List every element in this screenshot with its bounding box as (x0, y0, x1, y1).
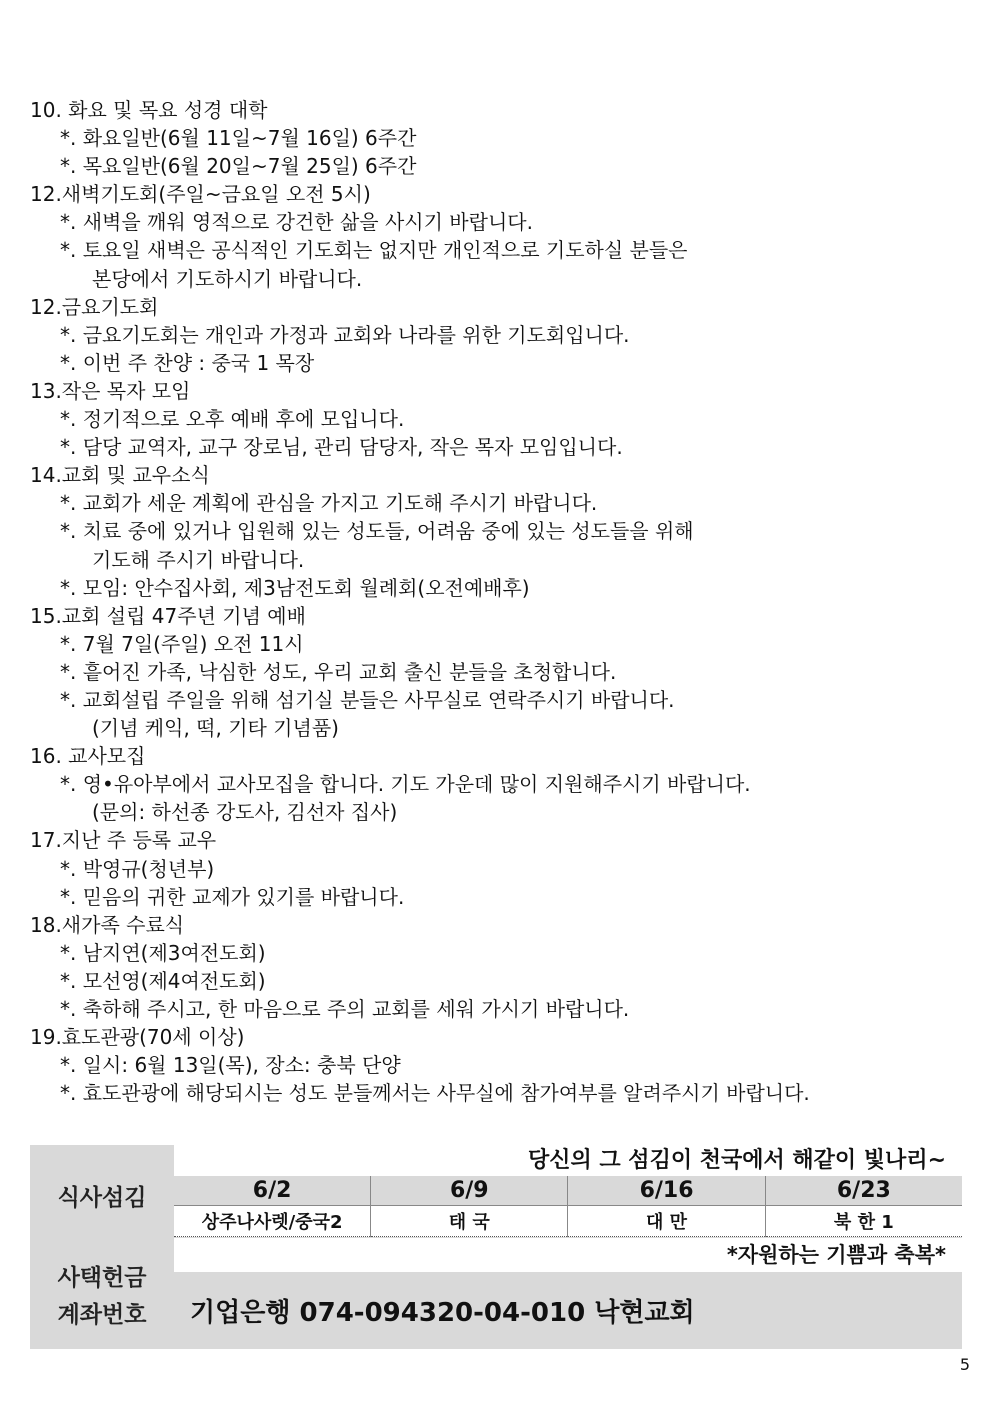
bullet-item: *. 화요일반(6월 11일~7월 16일) 6주간 (60, 126, 417, 151)
meal-service-label: 식사섬김 (57, 1185, 147, 1211)
bullet-item: *. 목요일반(6월 20일~7월 25일) 6주간 (60, 154, 417, 179)
group-cell: 북 한 1 (765, 1206, 962, 1237)
group-cell: 대 만 (568, 1206, 765, 1237)
bullet-item: *. 정기적으로 오후 예배 후에 모입니다. (60, 407, 405, 432)
continuation-line: 기도해 주시기 바랍니다. (92, 547, 305, 572)
bullet-item: *. 담당 교역자, 교구 장로님, 관리 담당자, 작은 목자 모임입니다. (60, 435, 623, 460)
date-cell: 6/16 (568, 1176, 765, 1206)
bullet-item: *. 교회설립 주일을 위해 섬기실 분들은 사무실로 연락주시기 바랍니다. (60, 687, 675, 712)
section-heading: 12.금요기도회 (30, 294, 159, 319)
bullet-item: *. 축하해 주시고, 한 마음으로 주의 교회를 세워 가시기 바랍니다. (60, 997, 630, 1021)
bullet-item: *. 치료 중에 있거나 입원해 있는 성도들, 어려움 중에 있는 성도들을 위해 (60, 519, 694, 544)
date-cell: 6/2 (174, 1176, 371, 1206)
bullet-item: *. 남지연(제3여전도회) (60, 940, 266, 965)
section-heading: 18.새가족 수료식 (30, 912, 185, 937)
continuation-line: (기념 케익, 떡, 기타 기념품) (92, 716, 339, 741)
date-cell: 6/23 (765, 1176, 962, 1206)
bullet-item: *. 금요기도회는 개인과 가정과 교회와 나라를 위한 기도회입니다. (60, 322, 630, 347)
bullet-item: *. 흩어진 가족, 낙심한 성도, 우리 교회 출신 분들을 초청합니다. (60, 659, 617, 684)
bullet-item: *. 모선영(제4여전도회) (60, 968, 266, 993)
group-cell: 상주나사렛/중국2 (174, 1206, 371, 1237)
section-heading: 17.지난 주 등록 교우 (30, 828, 217, 853)
section-heading: 14.교회 및 교우소식 (30, 463, 210, 488)
blessing-bar (174, 1238, 962, 1272)
tagline: 당신의 그 섬김이 천국에서 해같이 빛나리~ (527, 1148, 946, 1173)
section-heading: 10. 화요 및 목요 성경 대학 (30, 98, 268, 122)
bullet-item: *. 모임: 안수집사회, 제3남전도회 월례회(오전예배후) (60, 575, 530, 600)
section-heading: 19.효도관광(70세 이상) (30, 1025, 245, 1050)
notice-box (30, 1145, 962, 1349)
section-heading: 12.새벽기도회(주일~금요일 오전 5시) (30, 182, 371, 207)
section-heading: 15.교회 설립 47주년 기념 예배 (30, 603, 306, 628)
meal-schedule-table (174, 1176, 962, 1237)
tagline-bar (174, 1145, 962, 1176)
bullet-item: *. 7월 7일(주일) 오전 11시 (60, 631, 304, 656)
bullet-item: *. 박영규(청년부) (60, 856, 215, 881)
group-cell: 태 국 (371, 1206, 568, 1237)
section-heading: 16. 교사모집 (30, 744, 146, 769)
date-cell: 6/9 (371, 1176, 568, 1206)
announcement-list (30, 96, 960, 1107)
bullet-item: *. 토요일 새벽은 공식적인 기도회는 없지만 개인적으로 기도하실 분들은 (60, 238, 688, 263)
page-number: 5 (959, 1355, 970, 1374)
offering-label: 사택헌금 (57, 1265, 147, 1291)
account-number: 기업은행 074-094320-04-010 낙현교회 (190, 1298, 695, 1328)
bullet-item: *. 새벽을 깨워 영적으로 강건한 삶을 사시기 바랍니다. (60, 210, 533, 235)
bullet-item: *. 영•유아부에서 교사모집을 합니다. 기도 가운데 많이 지원해주시기 바랍니다. (60, 772, 751, 797)
blessing-text: *자원하는 기쁨과 축복* (726, 1243, 946, 1267)
bullet-item: *. 이번 주 찬양 : 중국 1 목장 (60, 350, 315, 375)
continuation-line: (문의: 하선종 강도사, 김선자 집사) (92, 800, 398, 825)
bullet-item: *. 교회가 세운 계획에 관심을 가지고 기도해 주시기 바랍니다. (60, 491, 598, 516)
continuation-line: 본당에서 기도하시기 바랍니다. (92, 266, 363, 291)
bullet-item: *. 믿음의 귀한 교제가 있기를 바랍니다. (60, 884, 405, 909)
section-heading: 13.작은 목자 모임 (30, 378, 191, 403)
bullet-item: *. 일시: 6월 13일(목), 장소: 충북 단양 (60, 1053, 401, 1078)
bullet-item: *. 효도관광에 해당되시는 성도 분들께서는 사무실에 참가여부를 알려주시기 바랍니다. (60, 1081, 810, 1106)
account-label: 계좌번호 (57, 1302, 147, 1328)
